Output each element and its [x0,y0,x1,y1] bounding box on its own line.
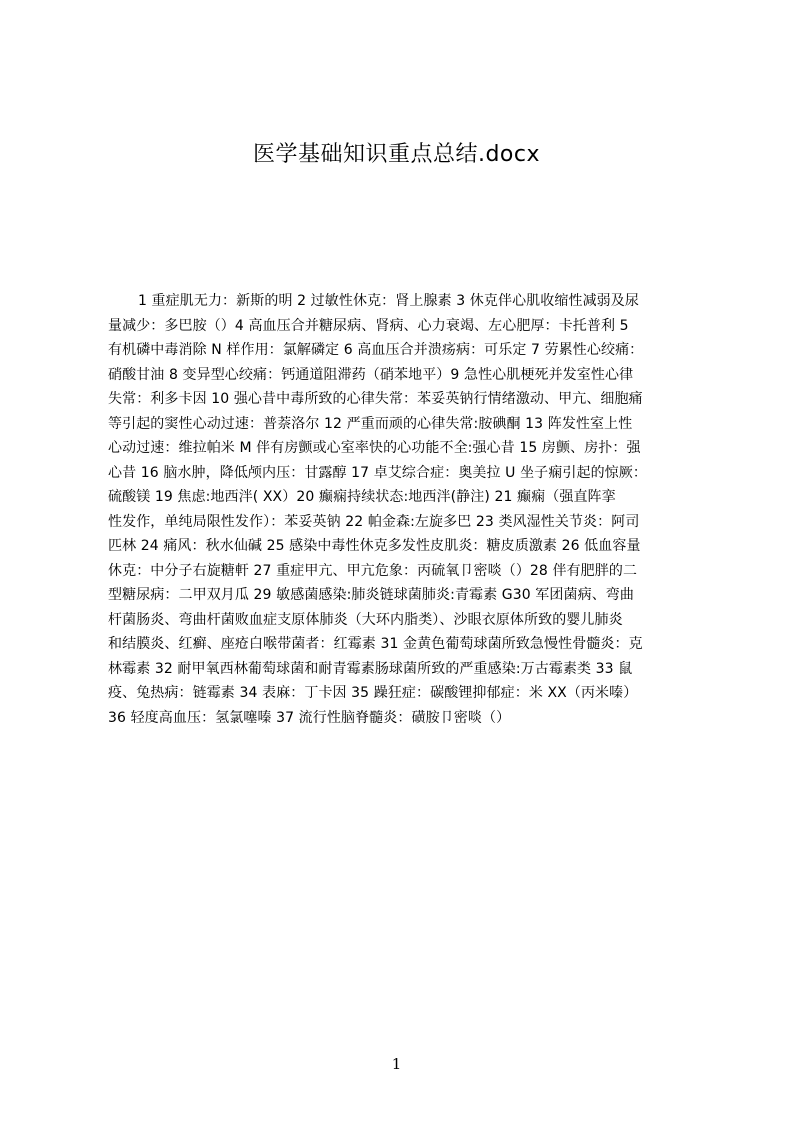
body-line: 量减少：多巴胺（）4 高血压合并糖尿病、肾病、心力衰竭、左心肥厚：卡托普利 5 [108,317,629,334]
body-line: 性发作，单纯局限性发作）：苯妥英钠 22 帕金森:左旋多巴 23 类风湿性关节炎：阿司 [108,513,640,530]
body-line: 休克：中分子右旋糖軒 27 重症甲亢、甲亢危象：丙硫氧卩密啖（）28 伴有肥胖的二 [108,562,638,579]
body-line: 型糖尿病：二甲双月瓜 29 敏感菌感染:肺炎链球菌肺炎:青霉素 G30 军团菌病、弯曲 [108,587,635,603]
body-line: 36 轻度高血压：氢氯噻嗪 37 流行性脑脊髓炎：磺胺卩密啖（） [108,709,511,726]
body-line: 匹林 24 痛风：秋水仙碱 25 感染中毒性休克多发性皮肌炎：糖皮质激素 26 低血容量 [108,538,641,554]
body-line: 和结膜炎、红癣、座疮白喉带菌者：红霉素 31 金黄色葡萄球菌所致急慢性骨髓炎：克 [108,636,643,652]
document-body [108,289,697,779]
body-line: 硫酸镁 19 焦虑:地西泮( XX）20 癫痫持续状态:地西泮(静注) 21 癫痫（强直阵挛 [108,489,616,505]
page-number: 1 [391,1055,402,1073]
body-line: 林霉素 32 耐甲氧西林葡萄球菌和耐青霉素肠球菌所致的严重感染:万古霉素类 33 鼠 [108,660,633,677]
body-line: 心昔 16 脑水肿，降低颅内压：甘露醇 17 卓艾综合症：奥美拉 U 坐子痫引起的惊厥： [108,464,647,481]
body-line: 心动过速：维拉帕米 M 伴有房颤或心室率快的心功能不全:强心昔 15 房颤、房扑：强 [108,440,641,456]
body-line: 疫、兔热病：链霉素 34 表麻：丁卡因 35 躁狂症：碳酸锂抑郁症：米 XX（丙米嗪） [108,685,638,701]
body-line: 等引起的窦性心动过速：普萘洛尔 12 严重而顽的心律失常:胺碘酮 13 阵发性室上性 [108,415,633,432]
body-line: 1 重症肌无力：新斯的明 2 过敏性休克：肾上腺素 3 休克伴心肌收缩性减弱及尿 [138,293,639,309]
document-title: 医学基础知识重点总结.docx [252,142,541,167]
body-line: 有机磷中毒消除 N 样作用：氯解磷定 6 高血压合并溃疡病：可乐定 7 劳累性心绞痛： [108,342,644,358]
body-line: 杆菌肠炎、弯曲杆菌败血症支原体肺炎（大环内脂类）、沙眼衣原体所致的婴儿肺炎 [108,611,623,628]
body-line: 失常：利多卡因 10 强心昔中毒所致的心律失常：苯妥英钠行情绪激动、甲亢、细胞痛 [108,391,643,407]
body-line: 硝酸甘油 8 变异型心绞痛：钙通道阻滞药（硝苯地平）9 急性心肌梗死并发室性心律 [108,366,634,383]
